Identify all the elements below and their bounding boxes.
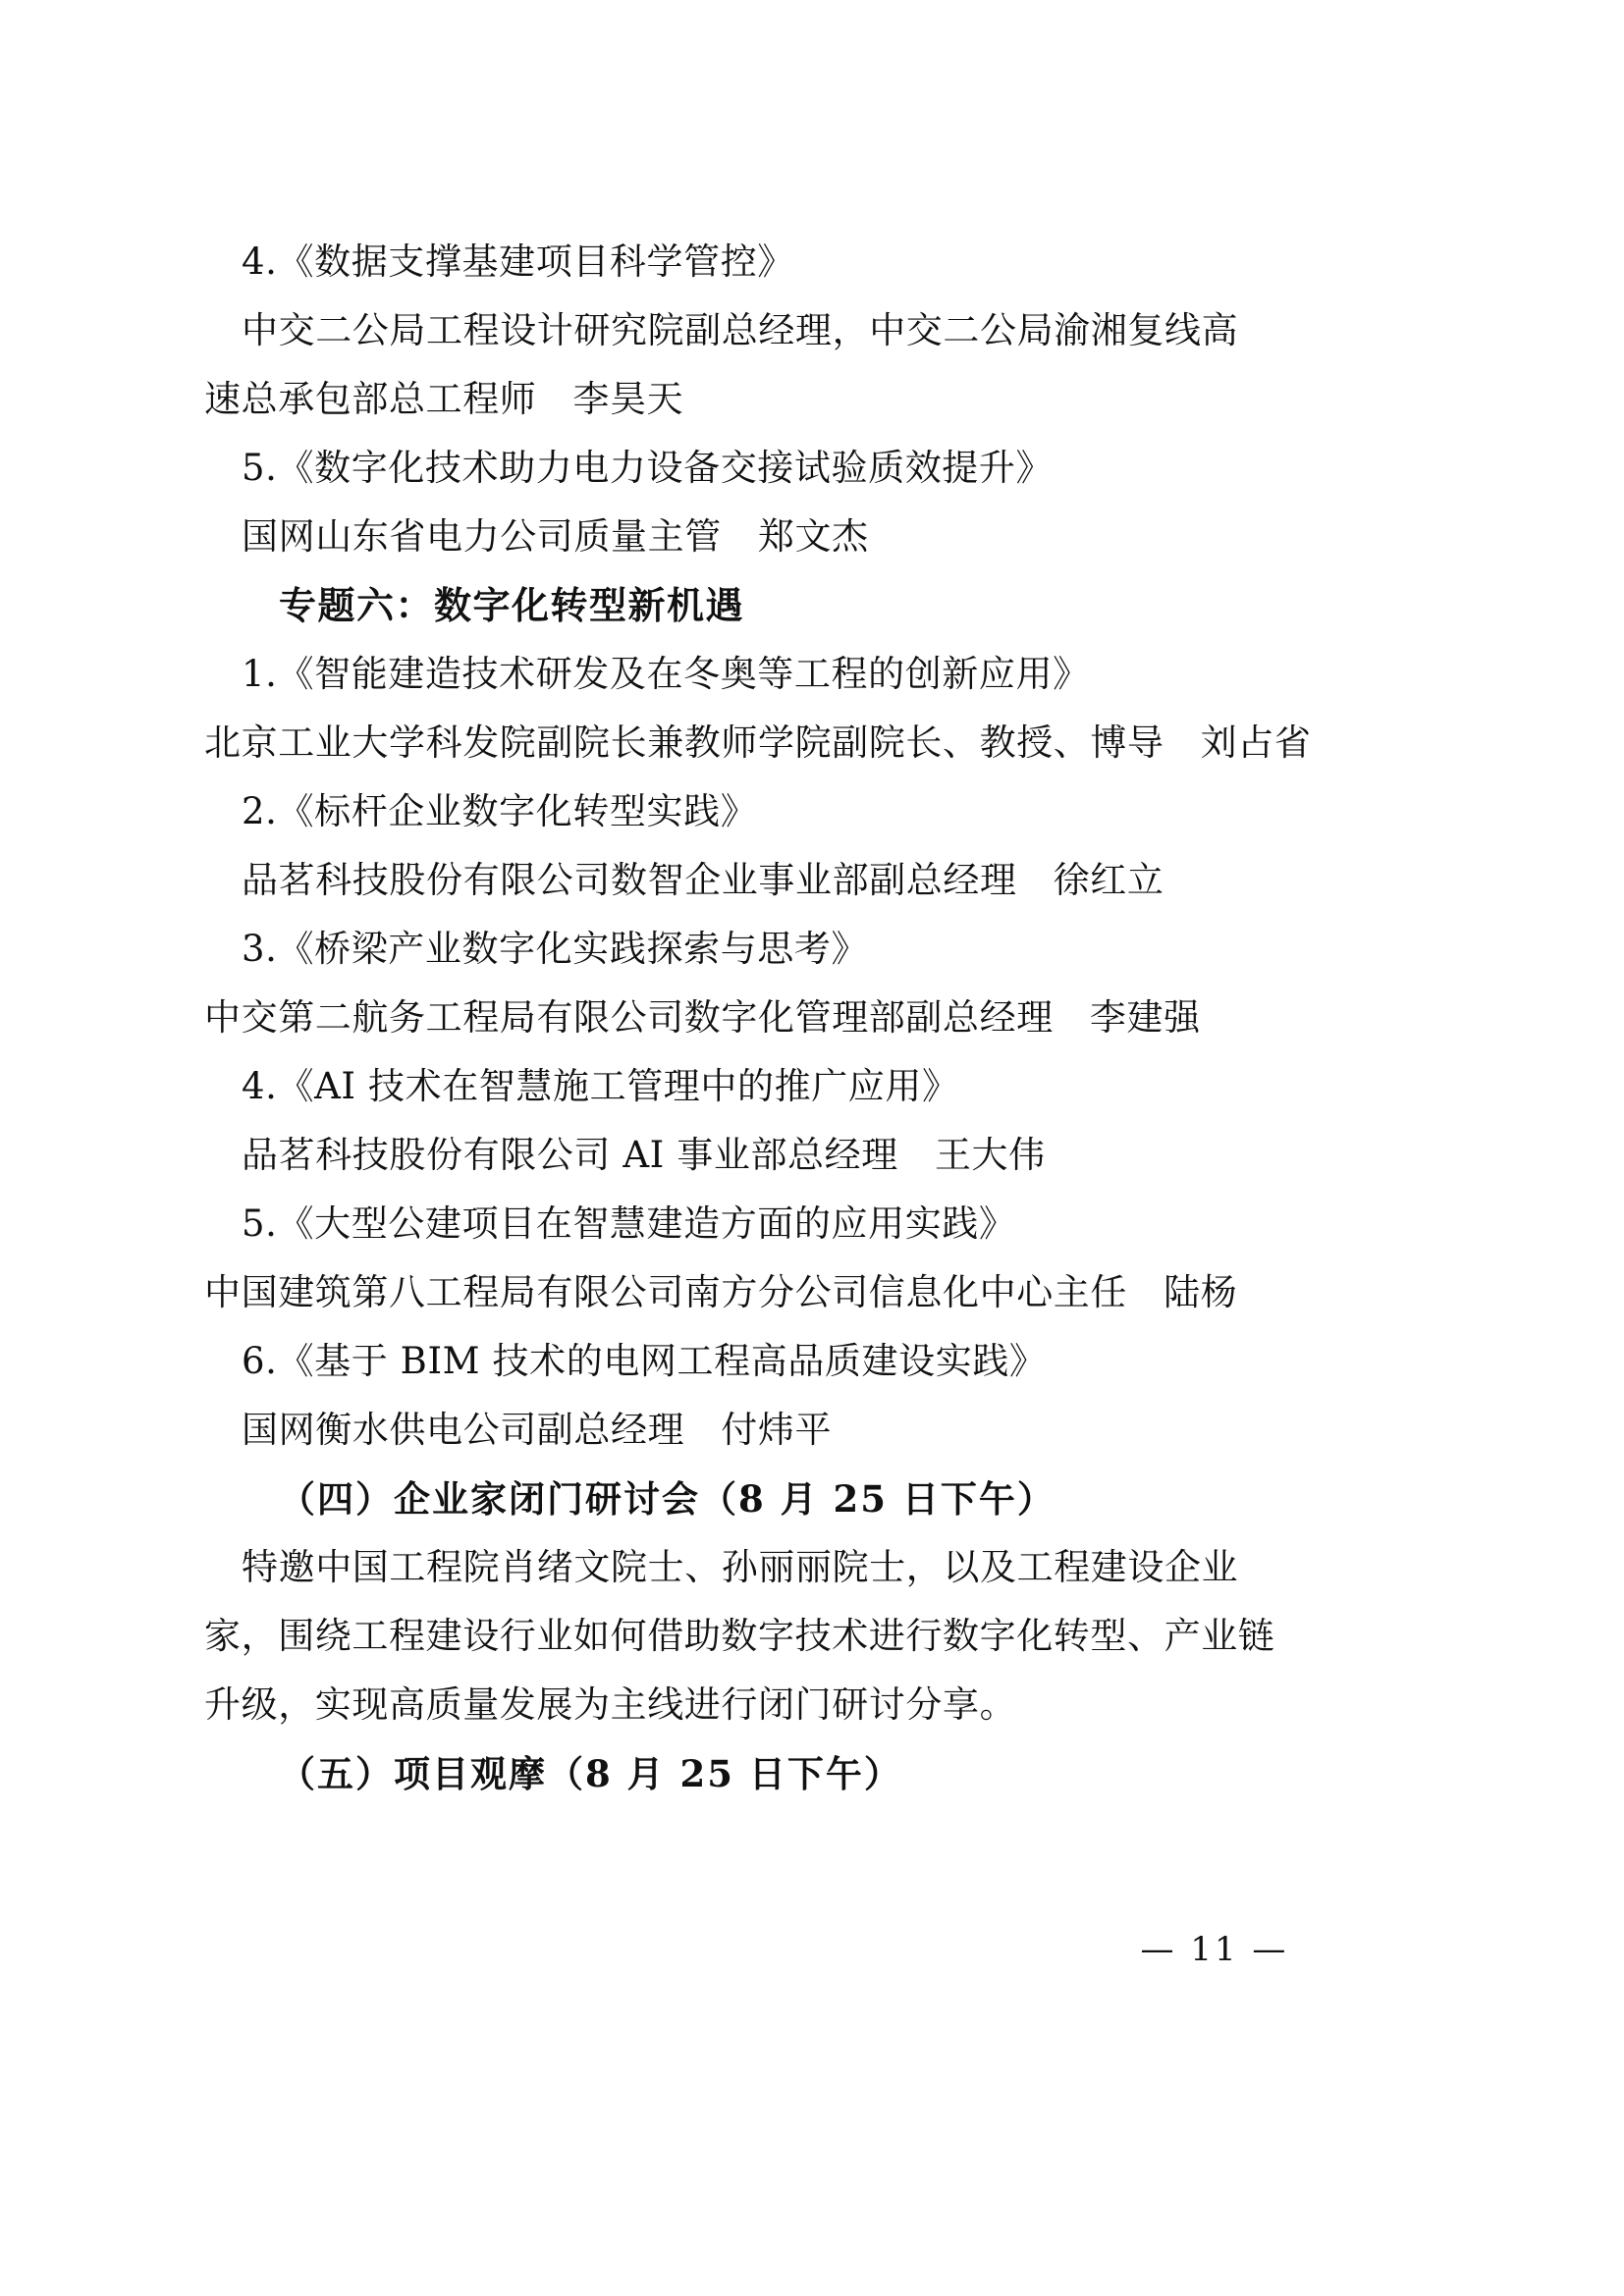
list-item: 4.《AI 技术在智慧施工管理中的推广应用》 — [242, 1065, 959, 1107]
list-item: 3.《桥梁产业数字化实践探索与思考》 — [242, 928, 869, 970]
list-item: 国网衡水供电公司副总经理 付炜平 — [242, 1409, 833, 1451]
list-item: 5.《大型公建项目在智慧建造方面的应用实践》 — [242, 1202, 1016, 1245]
paragraph: 家，围绕工程建设行业如何借助数字技术进行数字化转型、产业链 — [204, 1615, 1275, 1657]
list-item: 中国建筑第八工程局有限公司南方分公司信息化中心主任 陆杨 — [204, 1271, 1238, 1313]
paragraph: 升级，实现高质量发展为主线进行闭门研讨分享。 — [204, 1683, 1017, 1726]
page-number: — 11 — — [1140, 1930, 1289, 1969]
subsection-heading: （四）企业家闭门研讨会（8 月 25 日下午） — [279, 1477, 1056, 1521]
list-item: 2.《标杆企业数字化转型实践》 — [242, 790, 758, 832]
paragraph: 特邀中国工程院肖绪文院士、孙丽丽院士，以及工程建设企业 — [242, 1546, 1239, 1588]
list-item: 4.《数据支撑基建项目科学管控》 — [242, 240, 794, 283]
list-item: 品茗科技股份有限公司 AI 事业部总经理 王大伟 — [242, 1134, 1046, 1176]
document-body — [204, 228, 1422, 1808]
list-item: 中交二公局工程设计研究院副总经理，中交二公局渝湘复线高 — [242, 309, 1239, 351]
subsection-heading: （五）项目观摩（8 月 25 日下午） — [279, 1752, 902, 1795]
list-item: 6.《基于 BIM 技术的电网工程高品质建设实践》 — [242, 1340, 1047, 1382]
section-heading: 专题六：数字化转型新机遇 — [279, 583, 745, 627]
list-item: 国网山东省电力公司质量主管 郑文杰 — [242, 515, 869, 558]
list-item: 中交第二航务工程局有限公司数字化管理部副总经理 李建强 — [204, 996, 1201, 1039]
list-item: 北京工业大学科发院副院长兼教师学院副院长、教授、博导 刘占省 — [204, 721, 1312, 764]
list-item: 1.《智能建造技术研发及在冬奥等工程的创新应用》 — [242, 653, 1090, 695]
list-item: 品茗科技股份有限公司数智企业事业部副总经理 徐红立 — [242, 859, 1164, 901]
list-item: 5.《数字化技术助力电力设备交接试验质效提升》 — [242, 447, 1054, 489]
list-item: 速总承包部总工程师 李昊天 — [204, 378, 684, 420]
